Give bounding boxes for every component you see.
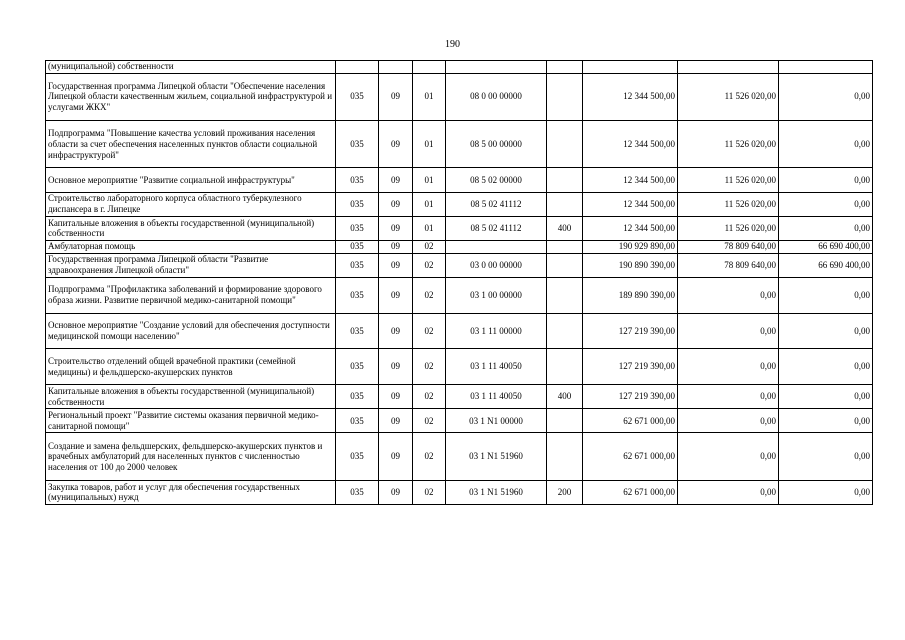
cell-amount-year2: 0,00 [678,349,779,385]
cell-amount-year3 [779,61,873,74]
cell-subsection: 02 [413,349,446,385]
cell-name: (муниципальной) собственности [46,61,336,74]
cell-amount-year1: 127 219 390,00 [583,349,678,385]
cell-expense-type [547,240,583,253]
cell-section: 09 [379,385,413,409]
cell-subsection: 02 [413,385,446,409]
cell-section: 09 [379,313,413,349]
cell-amount-year2: 0,00 [678,385,779,409]
cell-subsection [413,61,446,74]
cell-expense-type [547,409,583,433]
cell-expense-type [547,61,583,74]
table-row [46,120,873,167]
cell-section: 09 [379,433,413,480]
cell-section: 09 [379,120,413,167]
cell-ministry-code: 035 [336,240,379,253]
table-row [46,216,873,240]
cell-subsection: 01 [413,168,446,192]
cell-ministry-code: 035 [336,168,379,192]
cell-amount-year1: 127 219 390,00 [583,385,678,409]
cell-expense-type [547,192,583,216]
budget-table [45,60,873,505]
cell-section: 09 [379,409,413,433]
cell-amount-year2: 11 526 020,00 [678,192,779,216]
cell-ministry-code: 035 [336,433,379,480]
cell-subsection: 02 [413,253,446,277]
table-row [46,385,873,409]
cell-amount-year3: 0,00 [779,277,873,313]
cell-subsection: 01 [413,192,446,216]
cell-amount-year2: 11 526 020,00 [678,168,779,192]
table-row [46,313,873,349]
cell-name: Основное мероприятие "Развитие социальной инфраструктуры" [46,168,336,192]
cell-expense-type [547,73,583,120]
cell-target-article: 03 1 N1 00000 [446,409,547,433]
cell-target-article: 08 5 02 00000 [446,168,547,192]
cell-amount-year2: 78 809 640,00 [678,253,779,277]
cell-amount-year1: 12 344 500,00 [583,216,678,240]
cell-section: 09 [379,480,413,504]
table-row [46,61,873,74]
cell-name: Строительство лабораторного корпуса областного туберкулезного диспансера в г. Липецке [46,192,336,216]
cell-expense-type [547,253,583,277]
cell-ministry-code: 035 [336,120,379,167]
cell-target-article [446,61,547,74]
cell-name: Подпрограмма "Повышение качества условий проживания населения области за счет обеспечения населенных пунктов области социальной инфраструктурой" [46,120,336,167]
cell-section: 09 [379,240,413,253]
cell-amount-year3: 0,00 [779,313,873,349]
cell-amount-year3: 0,00 [779,120,873,167]
budget-table-body [46,61,873,505]
table-row [46,480,873,504]
cell-target-article: 03 1 11 40050 [446,349,547,385]
cell-name: Государственная программа Липецкой области "Обеспечение населения Липецкой области качественным жильем, социальной инфраструктурой и услугами ЖКХ" [46,73,336,120]
cell-amount-year3: 0,00 [779,409,873,433]
table-row [46,240,873,253]
cell-amount-year1: 12 344 500,00 [583,73,678,120]
cell-section: 09 [379,349,413,385]
cell-name: Закупка товаров, работ и услуг для обеспечения государственных (муниципальных) нужд [46,480,336,504]
cell-name: Строительство отделений общей врачебной практики (семейной медицины) и фельдшерско-акушерских пунктов [46,349,336,385]
cell-ministry-code: 035 [336,313,379,349]
cell-ministry-code: 035 [336,480,379,504]
cell-name: Амбулаторная помощь [46,240,336,253]
cell-amount-year1: 62 671 000,00 [583,433,678,480]
table-row [46,73,873,120]
cell-subsection: 02 [413,480,446,504]
cell-expense-type: 400 [547,385,583,409]
cell-amount-year3: 66 690 400,00 [779,253,873,277]
cell-amount-year1: 12 344 500,00 [583,192,678,216]
cell-expense-type [547,168,583,192]
cell-amount-year1: 189 890 390,00 [583,277,678,313]
table-row [46,277,873,313]
table-row [46,349,873,385]
cell-expense-type [547,433,583,480]
cell-amount-year1: 127 219 390,00 [583,313,678,349]
cell-ministry-code: 035 [336,277,379,313]
cell-ministry-code: 035 [336,73,379,120]
cell-section: 09 [379,192,413,216]
cell-subsection: 02 [413,277,446,313]
cell-target-article: 08 0 00 00000 [446,73,547,120]
cell-amount-year3: 0,00 [779,385,873,409]
cell-amount-year3: 66 690 400,00 [779,240,873,253]
cell-expense-type [547,313,583,349]
cell-amount-year2: 0,00 [678,277,779,313]
cell-amount-year2: 78 809 640,00 [678,240,779,253]
cell-amount-year2: 0,00 [678,313,779,349]
cell-amount-year1: 12 344 500,00 [583,120,678,167]
cell-section [379,61,413,74]
cell-amount-year3: 0,00 [779,73,873,120]
cell-subsection: 02 [413,433,446,480]
cell-subsection: 01 [413,216,446,240]
cell-amount-year2 [678,61,779,74]
cell-expense-type [547,277,583,313]
cell-target-article: 08 5 02 41112 [446,216,547,240]
cell-target-article: 08 5 00 00000 [446,120,547,167]
cell-expense-type: 400 [547,216,583,240]
cell-target-article: 03 1 11 00000 [446,313,547,349]
cell-amount-year2: 11 526 020,00 [678,73,779,120]
cell-expense-type [547,349,583,385]
cell-amount-year3: 0,00 [779,192,873,216]
cell-amount-year1: 190 929 890,00 [583,240,678,253]
cell-subsection: 02 [413,409,446,433]
table-row [46,433,873,480]
cell-amount-year3: 0,00 [779,480,873,504]
cell-amount-year1: 12 344 500,00 [583,168,678,192]
cell-amount-year2: 0,00 [678,409,779,433]
cell-ministry-code: 035 [336,409,379,433]
cell-ministry-code: 035 [336,253,379,277]
cell-amount-year2: 11 526 020,00 [678,120,779,167]
cell-name: Региональный проект "Развитие системы оказания первичной медико-санитарной помощи" [46,409,336,433]
cell-ministry-code: 035 [336,349,379,385]
cell-subsection: 01 [413,120,446,167]
cell-ministry-code: 035 [336,216,379,240]
cell-target-article: 03 1 N1 51960 [446,480,547,504]
cell-amount-year3: 0,00 [779,433,873,480]
cell-name: Капитальные вложения в объекты государственной (муниципальной) собственности [46,216,336,240]
cell-expense-type: 200 [547,480,583,504]
cell-target-article: 03 1 00 00000 [446,277,547,313]
page-number: 190 [445,39,460,50]
cell-name: Государственная программа Липецкой области "Развитие здравоохранения Липецкой области" [46,253,336,277]
cell-ministry-code [336,61,379,74]
cell-target-article [446,240,547,253]
cell-target-article: 03 1 N1 51960 [446,433,547,480]
cell-amount-year1: 62 671 000,00 [583,480,678,504]
table-row [46,192,873,216]
cell-amount-year3: 0,00 [779,216,873,240]
cell-name: Основное мероприятие "Создание условий для обеспечения доступности медицинской помощи населению" [46,313,336,349]
cell-amount-year1 [583,61,678,74]
cell-amount-year1: 190 890 390,00 [583,253,678,277]
cell-ministry-code: 035 [336,385,379,409]
cell-name: Капитальные вложения в объекты государственной (муниципальной) собственности [46,385,336,409]
cell-section: 09 [379,168,413,192]
cell-amount-year3: 0,00 [779,349,873,385]
table-row [46,409,873,433]
cell-expense-type [547,120,583,167]
cell-section: 09 [379,73,413,120]
cell-section: 09 [379,216,413,240]
table-row [46,253,873,277]
cell-target-article: 03 1 11 40050 [446,385,547,409]
cell-name: Создание и замена фельдшерских, фельдшерско-акушерских пунктов и врачебных амбулаторий для населенных пунктов с численностью населения от 100 до 2000 человек [46,433,336,480]
cell-section: 09 [379,253,413,277]
cell-amount-year2: 11 526 020,00 [678,216,779,240]
cell-section: 09 [379,277,413,313]
cell-target-article: 03 0 00 00000 [446,253,547,277]
cell-subsection: 02 [413,313,446,349]
cell-amount-year2: 0,00 [678,433,779,480]
cell-subsection: 01 [413,73,446,120]
cell-name: Подпрограмма "Профилактика заболеваний и формирование здорового образа жизни. Развитие первичной медико-санитарной помощи" [46,277,336,313]
cell-subsection: 02 [413,240,446,253]
cell-amount-year1: 62 671 000,00 [583,409,678,433]
cell-ministry-code: 035 [336,192,379,216]
cell-amount-year2: 0,00 [678,480,779,504]
cell-target-article: 08 5 02 41112 [446,192,547,216]
table-row [46,168,873,192]
cell-amount-year3: 0,00 [779,168,873,192]
